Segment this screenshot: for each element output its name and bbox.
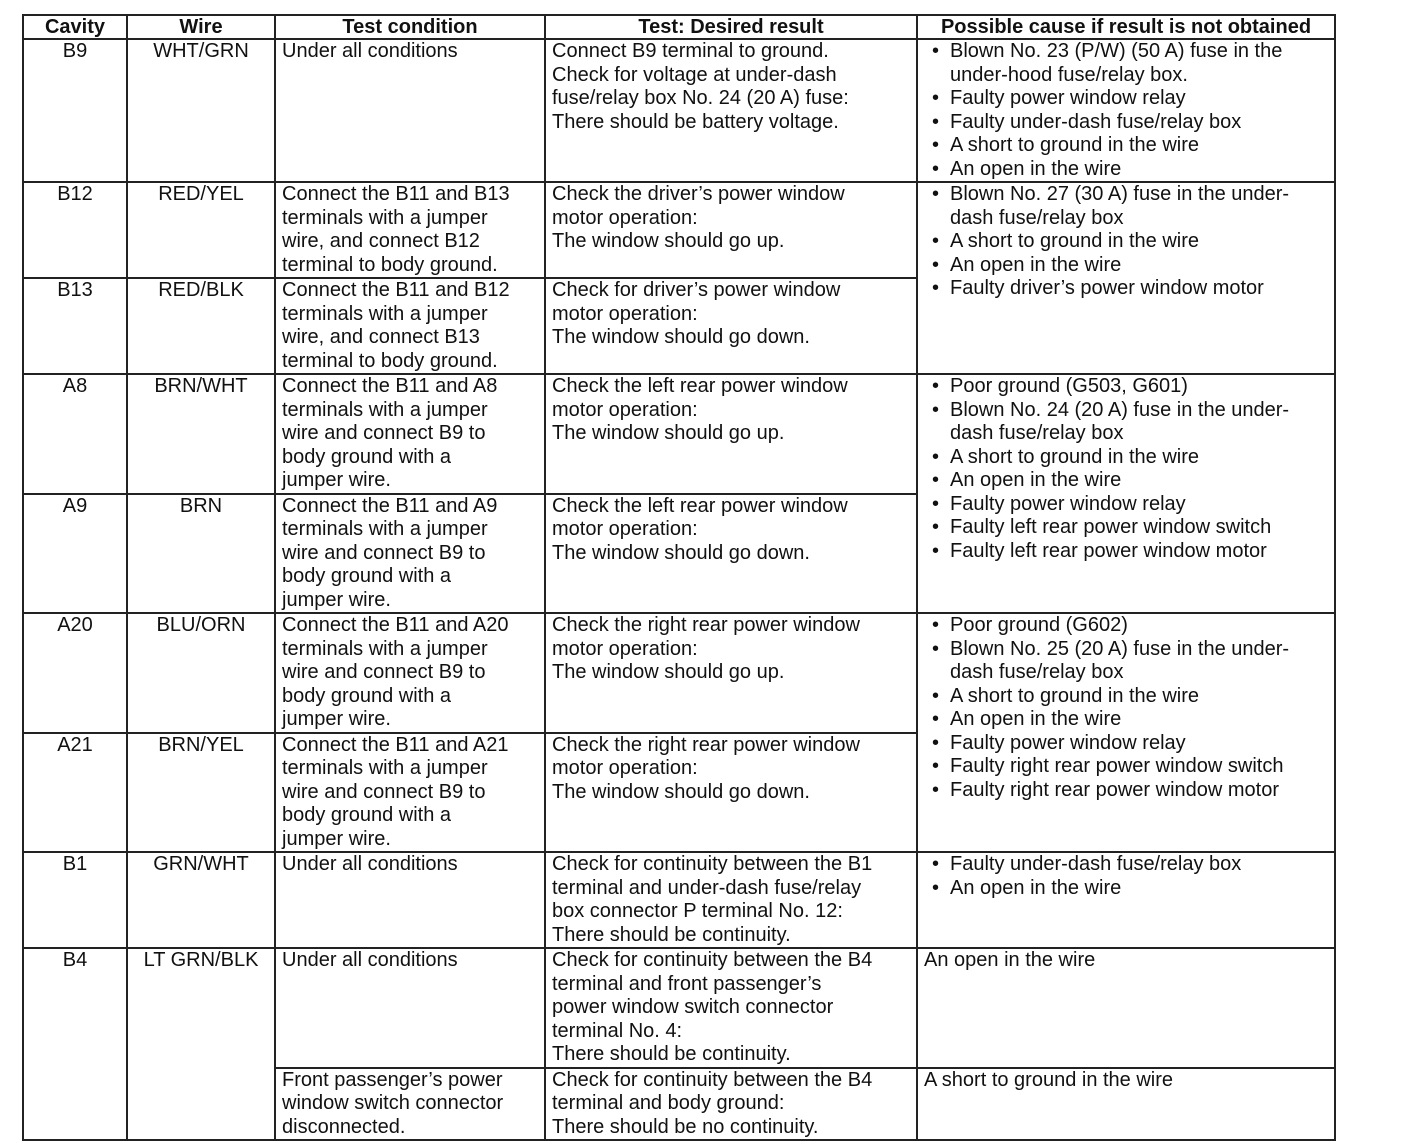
condition-line: jumper wire. <box>282 708 391 730</box>
header-wire: Wire <box>127 15 275 39</box>
header-possible-cause: Possible cause if result is not obtained <box>917 15 1335 39</box>
result-line: There should be no continuity. <box>552 1115 819 1138</box>
result-cell <box>545 948 917 1068</box>
cause-cell <box>917 948 1335 1068</box>
condition-line: terminals with a jumper <box>282 398 488 421</box>
cavity-cell: B4 <box>23 948 127 1140</box>
result-line: Check for continuity between the B4 <box>552 949 873 971</box>
cavity-cell: A21 <box>23 733 127 853</box>
cause-list <box>924 183 1328 301</box>
cause-cell <box>917 182 1335 374</box>
cause-item: • A short to ground in the wire <box>924 134 1328 158</box>
cause-item: • Faulty under-dash fuse/relay box <box>924 853 1328 877</box>
result-line: The window should go down. <box>552 780 810 803</box>
cause-item: • Blown No. 23 (P/W) (50 A) fuse in the under-hood fuse/relay box. <box>924 40 1328 87</box>
result-line: Check for voltage at under-dash <box>552 63 837 86</box>
result-line: power window switch connector <box>552 996 834 1018</box>
cause-item: • An open in the wire <box>924 254 1328 278</box>
cause-cell <box>917 852 1335 948</box>
result-line: There should be continuity. <box>552 1043 791 1065</box>
condition-line: jumper wire. <box>282 588 391 611</box>
cause-item: • Faulty left rear power window motor <box>924 540 1328 564</box>
result-cell <box>545 278 917 374</box>
cause-item: • Faulty left rear power window switch <box>924 516 1328 540</box>
condition-line: Connect the B11 and B13 <box>282 183 510 205</box>
result-line: motor operation: <box>552 302 698 325</box>
wire-cell: BRN/YEL <box>127 733 275 853</box>
result-cell <box>545 613 917 733</box>
cause-item: • A short to ground in the wire <box>924 685 1328 709</box>
result-cell <box>545 374 917 494</box>
condition-line: wire and connect B9 to <box>282 780 486 803</box>
wire-cell: RED/BLK <box>127 278 275 374</box>
condition-line: Under all conditions <box>282 40 458 62</box>
cause-item: • A short to ground in the wire <box>924 446 1328 470</box>
condition-line: wire and connect B9 to <box>282 422 486 444</box>
condition-line: Connect the B11 and A8 <box>282 375 498 397</box>
cause-item: • A short to ground in the wire <box>924 230 1328 254</box>
table-row <box>23 613 1335 733</box>
wire-cell: BRN/WHT <box>127 374 275 494</box>
result-line: terminal and front passenger’s <box>552 972 822 995</box>
result-line: Check the driver’s power window <box>552 183 845 205</box>
cavity-cell: A8 <box>23 374 127 494</box>
cavity-cell: B1 <box>23 852 127 948</box>
cause-item: • Poor ground (G602) <box>924 614 1328 638</box>
cause-list <box>924 40 1328 181</box>
wire-cell: RED/YEL <box>127 182 275 278</box>
wire-cell: BLU/ORN <box>127 613 275 733</box>
cause-cell <box>917 374 1335 613</box>
cavity-cell: B13 <box>23 278 127 374</box>
cause-list <box>924 614 1328 802</box>
result-line: Check for driver’s power window <box>552 279 841 301</box>
cause-item: • Faulty driver’s power window motor <box>924 277 1328 301</box>
cavity-cell: B12 <box>23 182 127 278</box>
wire-cell: LT GRN/BLK <box>127 948 275 1140</box>
cause-item: • Faulty power window relay <box>924 87 1328 111</box>
condition-cell <box>275 733 545 853</box>
condition-line: terminal to body ground. <box>282 253 498 276</box>
cause-item: • An open in the wire <box>924 158 1328 182</box>
result-line: Check for continuity between the B4 <box>552 1068 873 1091</box>
result-line: terminal No. 4: <box>552 1019 683 1042</box>
result-cell <box>545 39 917 182</box>
troubleshooting-table <box>22 14 1336 1141</box>
cause-item: • Faulty right rear power window switch <box>924 755 1328 779</box>
result-line: motor operation: <box>552 637 698 660</box>
condition-line: Under all conditions <box>282 949 458 971</box>
condition-line: terminals with a jumper <box>282 206 488 229</box>
cause-list <box>924 853 1328 900</box>
result-line: Check for continuity between the B1 <box>552 853 873 875</box>
condition-line: terminals with a jumper <box>282 637 488 660</box>
cavity-cell: A9 <box>23 494 127 614</box>
result-line: The window should go up. <box>552 230 785 252</box>
condition-line: jumper wire. <box>282 469 391 491</box>
cause-item: • An open in the wire <box>924 708 1328 732</box>
header-desired-result: Test: Desired result <box>545 15 917 39</box>
result-line: Check the right rear power window <box>552 614 860 636</box>
table-row <box>23 39 1335 182</box>
cause-cell <box>917 39 1335 182</box>
cause-text: A short to ground in the wire <box>924 1068 1174 1091</box>
result-line: terminal and body ground: <box>552 1092 785 1114</box>
table-row <box>23 374 1335 494</box>
result-line: There should be continuity. <box>552 923 791 946</box>
condition-line: Front passenger’s power <box>282 1068 503 1091</box>
condition-line: Connect the B11 and A21 <box>282 733 509 756</box>
cause-item: • Poor ground (G503, G601) <box>924 375 1328 399</box>
condition-line: terminal to body ground. <box>282 349 498 372</box>
wire-cell: GRN/WHT <box>127 852 275 948</box>
condition-line: Connect the B11 and A9 <box>282 494 498 517</box>
result-line: There should be battery voltage. <box>552 110 839 133</box>
condition-line: Under all conditions <box>282 853 458 875</box>
condition-cell <box>275 852 545 948</box>
condition-cell <box>275 613 545 733</box>
result-line: motor operation: <box>552 206 698 229</box>
condition-line: wire and connect B9 to <box>282 661 486 683</box>
result-line: fuse/relay box No. 24 (20 A) fuse: <box>552 87 849 109</box>
condition-cell <box>275 374 545 494</box>
result-line: motor operation: <box>552 398 698 421</box>
result-line: Check the left rear power window <box>552 494 848 517</box>
result-cell <box>545 733 917 853</box>
cause-item: • An open in the wire <box>924 469 1328 493</box>
cause-item: • Blown No. 24 (20 A) fuse in the under-dash fuse/relay box <box>924 399 1328 446</box>
condition-line: jumper wire. <box>282 827 391 850</box>
result-line: box connector P terminal No. 12: <box>552 900 843 922</box>
result-cell <box>545 1068 917 1141</box>
cause-item: • Faulty under-dash fuse/relay box <box>924 111 1328 135</box>
result-line: Check the left rear power window <box>552 375 848 397</box>
condition-cell <box>275 494 545 614</box>
cause-item: • An open in the wire <box>924 877 1328 901</box>
condition-cell <box>275 39 545 182</box>
result-line: motor operation: <box>552 518 698 540</box>
wire-cell: BRN <box>127 494 275 614</box>
result-cell <box>545 852 917 948</box>
condition-line: window switch connector <box>282 1092 504 1114</box>
cause-cell <box>917 1068 1335 1141</box>
table-row <box>23 182 1335 278</box>
condition-line: disconnected. <box>282 1115 406 1138</box>
condition-line: wire, and connect B12 <box>282 230 480 252</box>
cause-item: • Blown No. 25 (20 A) fuse in the under-dash fuse/relay box <box>924 638 1328 685</box>
condition-line: wire and connect B9 to <box>282 541 486 564</box>
condition-line: body ground with a <box>282 684 452 707</box>
result-line: The window should go up. <box>552 661 785 683</box>
condition-line: body ground with a <box>282 445 452 468</box>
cavity-cell: A20 <box>23 613 127 733</box>
condition-line: wire, and connect B13 <box>282 326 480 348</box>
cause-cell <box>917 613 1335 852</box>
condition-line: Connect the B11 and B12 <box>282 279 510 301</box>
condition-line: body ground with a <box>282 565 452 587</box>
result-line: The window should go down. <box>552 326 810 348</box>
result-line: The window should go up. <box>552 422 785 444</box>
condition-cell <box>275 948 545 1068</box>
result-line: Connect B9 terminal to ground. <box>552 40 829 62</box>
result-cell <box>545 182 917 278</box>
cause-item: • Faulty power window relay <box>924 493 1328 517</box>
cavity-cell: B9 <box>23 39 127 182</box>
condition-line: terminals with a jumper <box>282 757 488 779</box>
cause-list <box>924 375 1328 563</box>
cause-text: An open in the wire <box>924 949 1096 971</box>
header-test-condition: Test condition <box>275 15 545 39</box>
condition-cell <box>275 278 545 374</box>
condition-line: Connect the B11 and A20 <box>282 614 509 636</box>
table-row <box>23 948 1335 1068</box>
result-cell <box>545 494 917 614</box>
header-cavity: Cavity <box>23 15 127 39</box>
result-line: The window should go down. <box>552 541 810 564</box>
cause-item: • Faulty power window relay <box>924 732 1328 756</box>
cause-item: • Blown No. 27 (30 A) fuse in the under-dash fuse/relay box <box>924 183 1328 230</box>
condition-line: body ground with a <box>282 804 452 826</box>
result-line: terminal and under-dash fuse/relay <box>552 876 862 899</box>
condition-line: terminals with a jumper <box>282 518 488 540</box>
result-line: motor operation: <box>552 757 698 779</box>
table-row <box>23 852 1335 948</box>
wire-cell: WHT/GRN <box>127 39 275 182</box>
result-line: Check the right rear power window <box>552 733 860 756</box>
cause-item: • Faulty right rear power window motor <box>924 779 1328 803</box>
condition-cell <box>275 1068 545 1141</box>
condition-line: terminals with a jumper <box>282 302 488 325</box>
header-row <box>23 15 1335 39</box>
condition-cell <box>275 182 545 278</box>
